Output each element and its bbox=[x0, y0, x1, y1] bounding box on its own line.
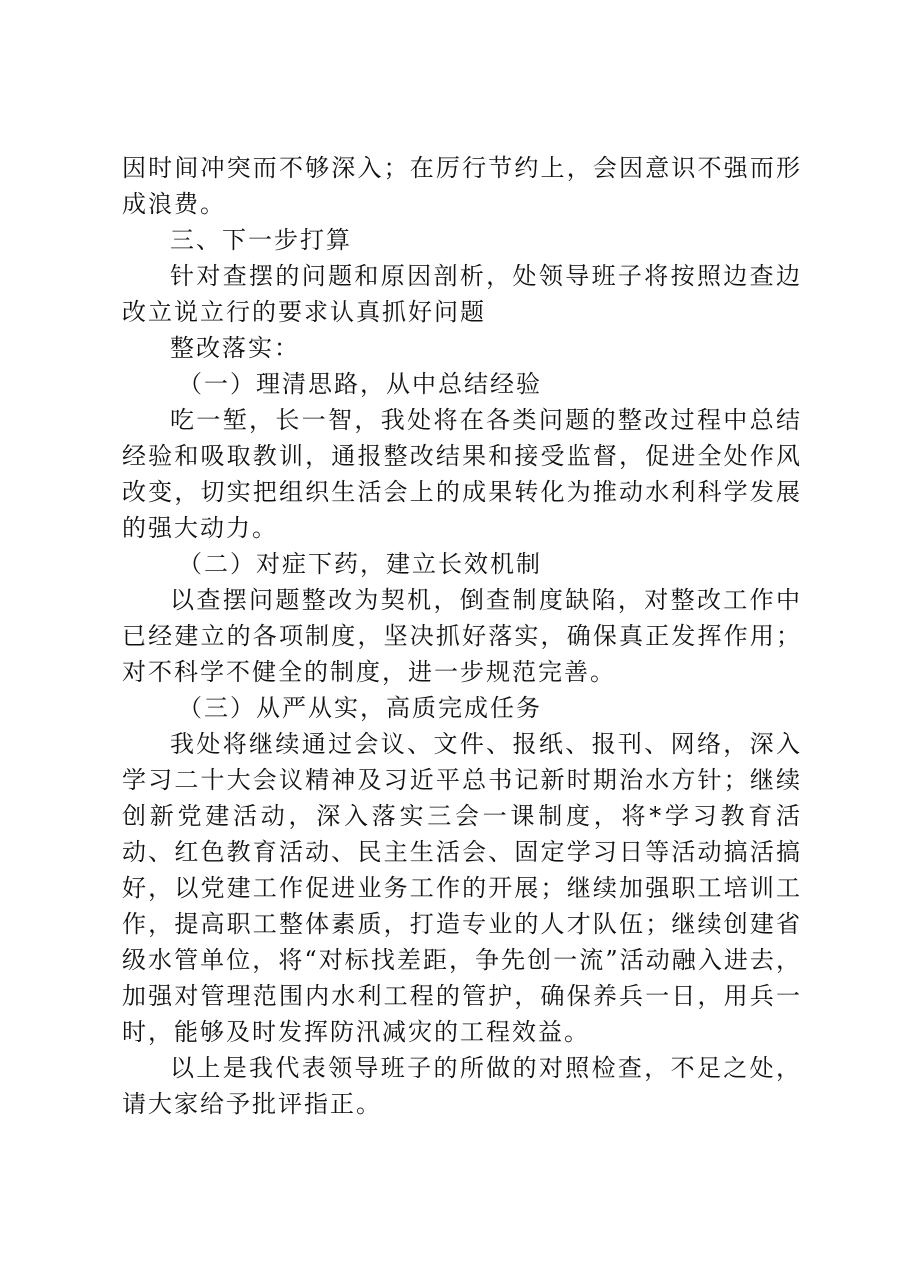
paragraph-1: 吃一堑，长一智，我处将在各类问题的整改过程中总结经验和吸取教训，通报整改结果和接受监督，促进全处作风改变，切实把组织生活会上的成果转化为推动水利科学发展的强大动力。 bbox=[122, 406, 802, 542]
paragraph-intro: 针对查摆的问题和原因剖析，处领导班子将按照边查边改立说立行的要求认真抓好问题 bbox=[122, 262, 802, 326]
paragraph-closing: 以上是我代表领导班子的所做的对照检查，不足之处，请大家给予批评指正。 bbox=[122, 1054, 802, 1118]
section-heading-next-steps: 三、下一步打算 bbox=[170, 226, 352, 254]
paragraph-rectification: 整改落实： bbox=[170, 334, 300, 362]
subheading-3: （三）从严从实，高质完成任务 bbox=[178, 694, 542, 722]
paragraph-2: 以查摆问题整改为契机，倒查制度缺陷，对整改工作中已经建立的各项制度，坚决抓好落实，确保真正发挥作用；对不科学不健全的制度，进一步规范完善。 bbox=[122, 586, 802, 686]
document-body bbox=[122, 150, 802, 1122]
subheading-1: （一）理清思路，从中总结经验 bbox=[178, 370, 542, 398]
paragraph-3: 我处将继续通过会议、文件、报纸、报刊、网络，深入学习二十大会议精神及习近平总书记新时期治水方针；继续创新党建活动，深入落实三会一课制度，将*学习教育活动、红色教育活动、民主生活会、固定学习日等活动搞活搞好，以党建工作促进业务工作的开展；继续加强职工培训工作，提高职工整体素质，打造专业的人才队伍；继续创建省级水管单位，将“对标找差距，争先创一流”活动融入进去，加强对管理范围内水利工程的管护，确保养兵一日，用兵一时，能够及时发挥防汛减灾的工程效益。 bbox=[122, 730, 802, 1046]
paragraph-continuation: 因时间冲突而不够深入；在厉行节约上，会因意识不强而形成浪费。 bbox=[122, 154, 802, 218]
subheading-2: （二）对症下药，建立长效机制 bbox=[178, 550, 542, 578]
